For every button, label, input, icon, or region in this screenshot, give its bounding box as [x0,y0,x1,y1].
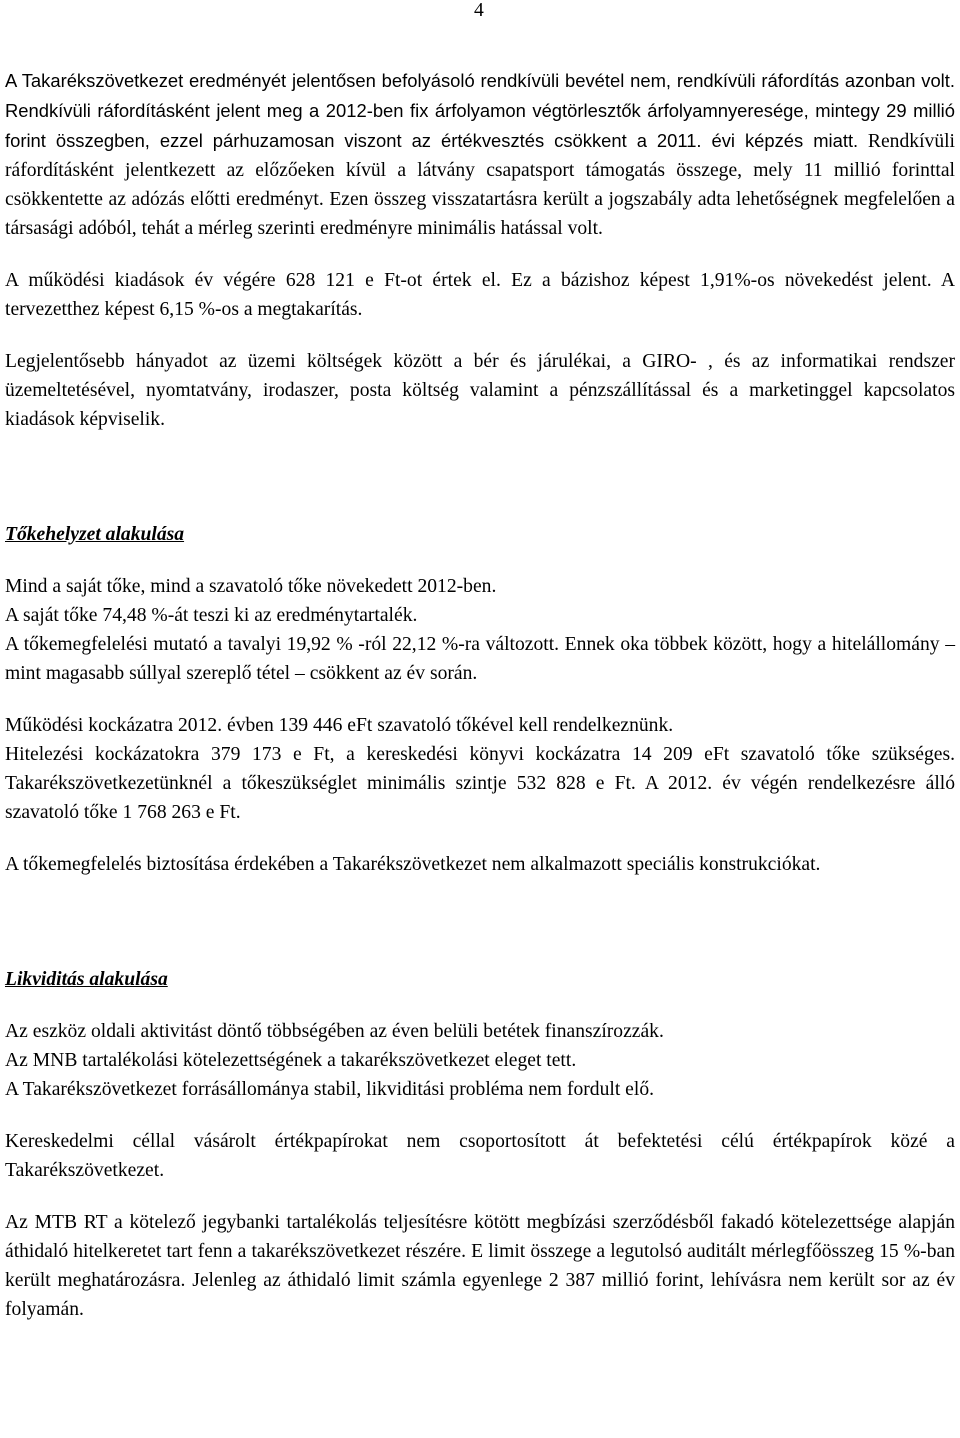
liquidity-line-1: Az eszköz oldali aktivitást döntő többségében az éven belüli betétek finanszírozzák. [5,1021,664,1042]
paragraph-mtb-credit-line: Az MTB RT a kötelező jegybanki tartalékolás teljesítésre kötött megbízási szerződésből fakadó kötelezettsége alapján áthidaló hitelkeretet tart fenn a takarékszövetkezet részére. E limit összege a legutolsó auditált mérlegfőösszeg 15 %-ban került meghatározásra. Jelenleg az áthidaló limit számla egyenlege 2 387 millió forint, lehívásra nem került sor az év folyamán. [5,1212,955,1320]
liquidity-line-3: A Takarékszövetkezet forrásállománya stabil, likviditási probléma nem fordult elő. [5,1079,655,1100]
paragraph-extraordinary-items-serif: Rendkívüli ráfordításként jelentkezett az előzőeken kívül a látvány csapatsport támogatás összege, mely 11 millió forinttal csökkentette az adózás előtti eredményt. Ezen összeg visszatartásra került a jogszabály adta lehetőségnek megfelelően a társasági adóból, tehát a mérleg szerinti eredményre minimális hatással volt. [5,131,956,239]
paragraph-cost-structure: Legjelentősebb hányadot az üzemi költségek között a bér és járulékai, a GIRO- , és az informatikai rendszer üzemeltetésével, nyomtatvány, irodaszer, posta költség valamint a pénzszállítással és a marketinggel kapcsolatos kiadások képviselik. [5,351,955,430]
paragraph-credit-risk: Hitelezési kockázatokra 379 173 e Ft, a kereskedési könyvi kockázatra 14 209 eFt szavatoló tőke szükséges. Takarékszövetkezetünknél a tőkeszükséglet minimális szintje 532 828 e Ft. A 2012. év végén rendelkezésre álló szavatoló tőke 1 768 263 e Ft. [5,744,955,823]
capital-line-1: Mind a saját tőke, mind a szavatoló tőke növekedett 2012-ben. [5,576,497,597]
paragraph-trading-securities: Kereskedelmi céllal vásárolt értékpapírokat nem csoportosított át befektetési célú értékpapírok közé a Takarékszövetkezet. [5,1131,955,1181]
section-heading-capital: Tőkehelyzet alakulása [5,524,185,545]
paragraph-extraordinary-items [5,66,955,243]
section-heading-liquidity: Likviditás alakulása [5,969,168,990]
paragraph-operational-risk: Működési kockázatra 2012. évben 139 446 eFt szavatoló tőkével kell rendelkeznünk. [5,715,674,736]
paragraph-special-constructions: A tőkemegfelelés biztosítása érdekében a Takarékszövetkezet nem alkalmazott speciális konstrukciókat. [5,854,821,875]
capital-line-2: A saját tőke 74,48 %-át teszi ki az eredménytartalék. [5,605,418,626]
paragraph-extraordinary-items-sans: A Takarékszövetkezet eredményét jelentősen befolyásoló rendkívüli bevétel nem, rendkívüli ráfordítás azonban volt. Rendkívüli ráfordításként jelent meg a 2012-ben fix árfolyamon végtörlesztők árfolyamnyeresége, mintegy 29 millió forint összegben, ezzel párhuzamosan viszont az értékvesztés csökkent a 2011. évi képzés miatt. [5,70,955,151]
liquidity-line-2: Az MNB tartalékolási kötelezettségének a takarékszövetkezet eleget tett. [5,1050,577,1071]
document-body [5,66,955,1324]
page-number: 4 [474,0,484,21]
paragraph-operating-expenses: A működési kiadások év végére 628 121 e Ft-ot értek el. Ez a bázishoz képest 1,91%-os növekedést jelent. A tervezetthez képest 6,15 %-os a megtakarítás. [5,270,955,320]
capital-line-3: A tőkemegfelelési mutató a tavalyi 19,92 % -ról 22,12 %-ra változott. Ennek oka többek között, hogy a hitelállomány – mint magasabb súllyal szereplő tétel – csökkent az év során. [5,634,955,684]
